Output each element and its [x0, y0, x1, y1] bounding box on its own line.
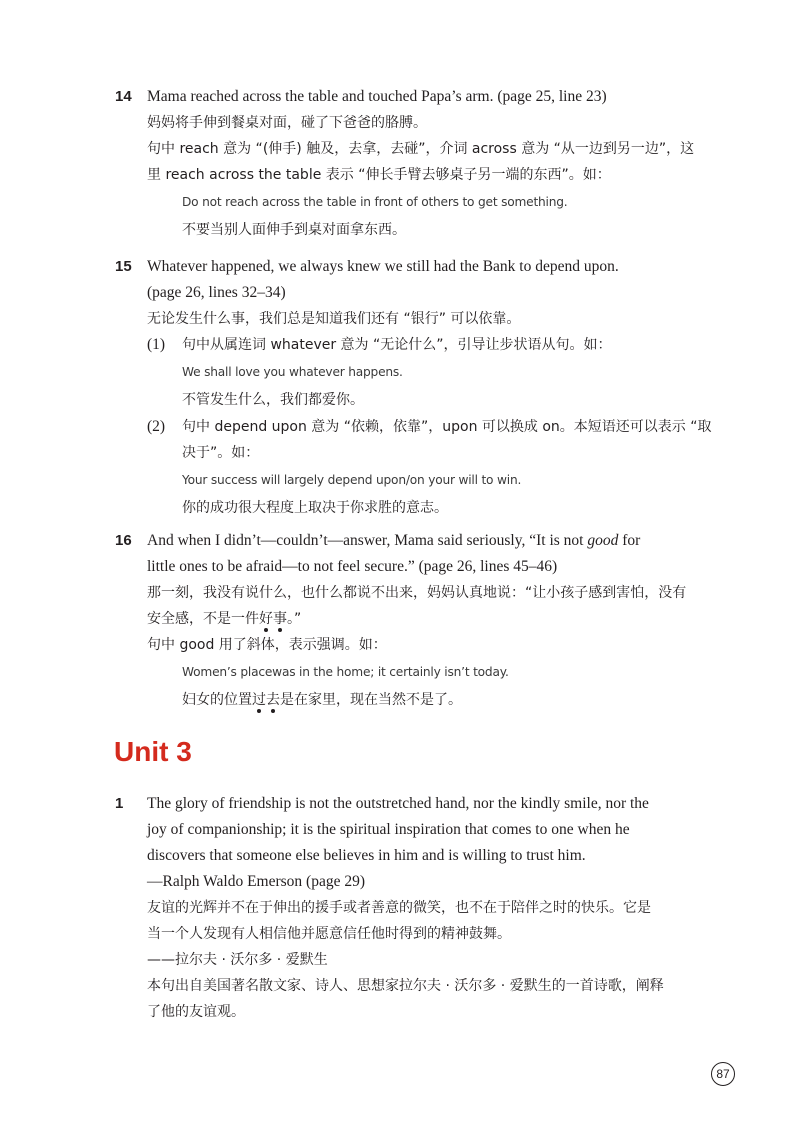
example-sentence-zh: 不要当别人面伸手到桌对面拿东西。: [182, 222, 406, 238]
quote-translation: 妈妈将手伸到餐桌对面，碰了下爸爸的胳膊。: [147, 115, 427, 131]
example-sentence-en: Do not reach across the table in front of others to get something.: [182, 195, 568, 209]
example-sentence-en: We shall love you whatever happens.: [182, 365, 403, 379]
emphasis-dotted-char: 事: [273, 611, 287, 627]
example-text: 妇女的位置: [182, 692, 252, 708]
note-number: 14: [115, 88, 132, 105]
sub-note-2: [147, 414, 712, 522]
source-quote: Mama reached across the table and touched Papa’s arm. (page 25, line 23): [147, 88, 607, 105]
unit-heading: Unit 3: [114, 736, 192, 767]
note-15: [115, 254, 712, 522]
quote-translation: 无论发生什么事，我们总是知道我们还有 “银行” 可以依靠。: [147, 311, 521, 327]
source-quote: Whatever happened, we always knew we still had the Bank to depend upon.: [147, 258, 619, 275]
quote-attribution: —Ralph Waldo Emerson (page 29): [147, 873, 365, 890]
example-text: 是在家里，现在当然不是了。: [280, 692, 462, 708]
explanation-line: 决于”。如：: [182, 445, 260, 461]
quote-translation: 当一个人发现有人相信他并愿意信任他时得到的精神鼓舞。: [147, 926, 511, 942]
note-number: 1: [115, 795, 124, 812]
note-14: [115, 84, 695, 244]
quote-translation: [147, 606, 695, 632]
note-number: 15: [115, 258, 132, 275]
translation-text: 安全感，不是一件: [147, 611, 259, 627]
source-quote-ref: (page 26, lines 32–34): [147, 284, 286, 301]
sub-note-label: (1): [147, 336, 166, 353]
example-sentence-en: Women’s placewas in the home; it certainly isn’t today.: [182, 665, 509, 679]
sub-note-1: [147, 332, 695, 414]
example-sentence-en: Your success will largely depend upon/on your will to win.: [182, 473, 522, 487]
source-quote: discovers that someone else believes in him and is willing to trust him.: [147, 847, 586, 864]
example-sentence-zh: 你的成功很大程度上取决于你求胜的意志。: [182, 500, 448, 516]
quote-text: And when I didn’t—couldn’t—answer, Mama said seriously, “It is not: [147, 532, 588, 549]
attribution-translation: ——拉尔夫 · 沃尔多 · 爱默生: [147, 952, 328, 968]
explanation-line: 了他的友谊观。: [147, 1004, 245, 1020]
quote-translation: 友谊的光辉并不在于伸出的援手或者善意的微笑，也不在于陪伴之时的快乐。它是: [147, 900, 651, 916]
sub-note-label: (2): [147, 418, 166, 435]
source-quote: The glory of friendship is not the outstretched hand, nor the kindly smile, nor the: [147, 795, 649, 812]
quote-text: for: [618, 532, 641, 549]
note-number: 16: [115, 532, 132, 549]
unit3-note-1: [115, 791, 695, 1025]
example-sentence-zh: [182, 686, 695, 714]
emphasis-dotted-char: 好: [259, 611, 273, 627]
translation-text: 。”: [287, 611, 302, 627]
quote-translation: 那一刻，我没有说什么，也什么都说不出来，妈妈认真地说：“让小孩子感到害怕，没有: [147, 585, 687, 601]
source-quote: little ones to be afraid—to not feel secure.” (page 26, lines 45–46): [147, 558, 558, 575]
source-quote: [147, 528, 695, 554]
emphasis-dotted-char: 过: [252, 692, 266, 708]
explanation-line: 句中 depend upon 意为 “依赖，依靠”，upon 可以换成 on。本短语还可以表示 “取: [182, 419, 712, 435]
example-sentence-zh: 不管发生什么，我们都爱你。: [182, 392, 364, 408]
emphasized-word: good: [587, 532, 619, 549]
emphasis-dotted-char: 去: [266, 692, 280, 708]
explanation-line: 句中 good 用了斜体，表示强调。如：: [147, 637, 387, 653]
explanation-line: 里 reach across the table 表示 “伸长手臂去够桌子另一端的东西”。如：: [147, 167, 611, 183]
page-number: 87: [711, 1062, 735, 1086]
explanation-line: 句中从属连词 whatever 意为 “无论什么”，引导让步状语从句。如：: [182, 337, 612, 353]
explanation-line: 句中 reach 意为 “(伸手) 触及，去拿，去碰”，介词 across 意为 “从一边到另一边”，这: [147, 141, 695, 157]
note-16: [115, 528, 695, 714]
source-quote: joy of companionship; it is the spiritual inspiration that comes to one when he: [147, 821, 630, 838]
explanation-line: 本句出自美国著名散文家、诗人、思想家拉尔夫 · 沃尔多 · 爱默生的一首诗歌，阐释: [147, 978, 664, 994]
